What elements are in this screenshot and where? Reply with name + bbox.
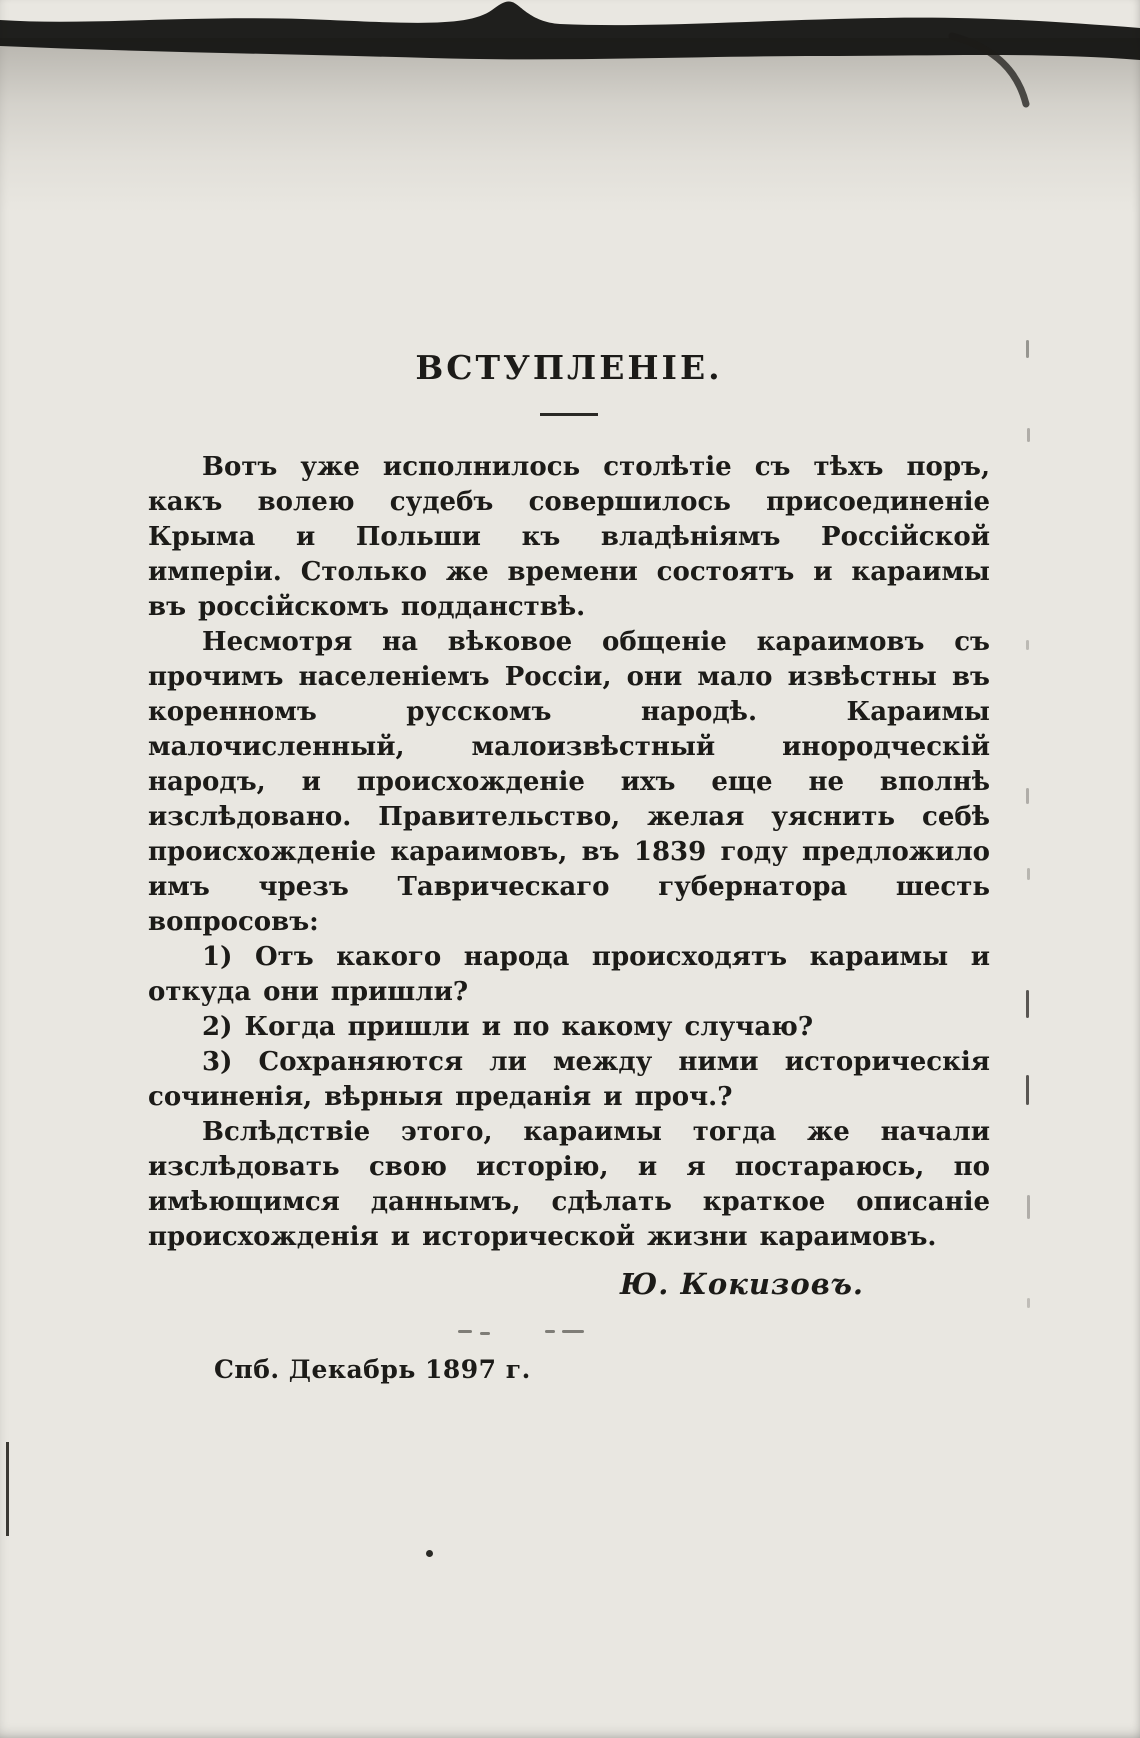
margin-tick-artifact <box>1026 990 1029 1018</box>
page-title: ВСТУПЛЕНІЕ. <box>415 348 723 387</box>
scan-top-edge-artifact <box>0 0 1140 130</box>
question-item-3: 3) Сохраняются ли между ними историческія сочиненія, вѣрныя преданія и проч.? <box>148 1047 990 1112</box>
margin-tick-artifact <box>1026 1075 1029 1105</box>
margin-tick-artifact <box>1027 1195 1030 1219</box>
margin-tick-artifact <box>1026 340 1029 358</box>
paragraph-1: Вотъ уже исполнилось столѣтіе съ тѣхъ поръ, какъ волею судебъ совершилось присоединеніе Крыма и Польши къ владѣніямъ Россійской имперіи. Столько же времени состоятъ и караимы въ россійскомъ подданствѣ. <box>148 452 990 622</box>
margin-tick-artifact <box>1027 1298 1030 1308</box>
page-content <box>148 348 990 1384</box>
margin-tick-artifact <box>1027 428 1030 442</box>
margin-tick-artifact <box>1026 640 1029 650</box>
title-divider-rule <box>540 413 598 416</box>
ink-dot-artifact <box>426 1550 433 1557</box>
dateline: Спб. Декабрь 1897 г. <box>214 1355 531 1384</box>
paragraph-2: Несмотря на вѣковое общеніе караимовъ съ прочимъ населеніемъ Россіи, они мало извѣстны въ коренномъ русскомъ народѣ. Караимы малочисленный, малоизвѣстный инородческій народъ, и происхожденіе ихъ еще не вполнѣ изслѣдовано. Правительство, желая уяснить себѣ происхожденіе караимовъ, въ 1839 году предложило имъ чрезъ Таврическаго губернатора шесть вопросовъ: <box>148 627 990 937</box>
scan-edge-band <box>0 1 1140 60</box>
question-item-2: 2) Когда пришли и по какому случаю? <box>202 1012 814 1042</box>
question-item-1: 1) Отъ какого народа происходятъ караимы и откуда они пришли? <box>148 942 990 1007</box>
margin-tick-artifact <box>1026 788 1029 804</box>
paragraph-closing: Вслѣдствіе этого, караимы тогда же начали изслѣдовать свою исторію, и я постараюсь, по имѣющимся даннымъ, сдѣлать краткое описаніе происхожденія и исторической жизни караимовъ. <box>148 1117 990 1252</box>
spine-shadow-artifact <box>6 1442 9 1536</box>
author-signature: Ю. Кокизовъ. <box>619 1267 864 1301</box>
margin-tick-artifact <box>1027 868 1030 880</box>
